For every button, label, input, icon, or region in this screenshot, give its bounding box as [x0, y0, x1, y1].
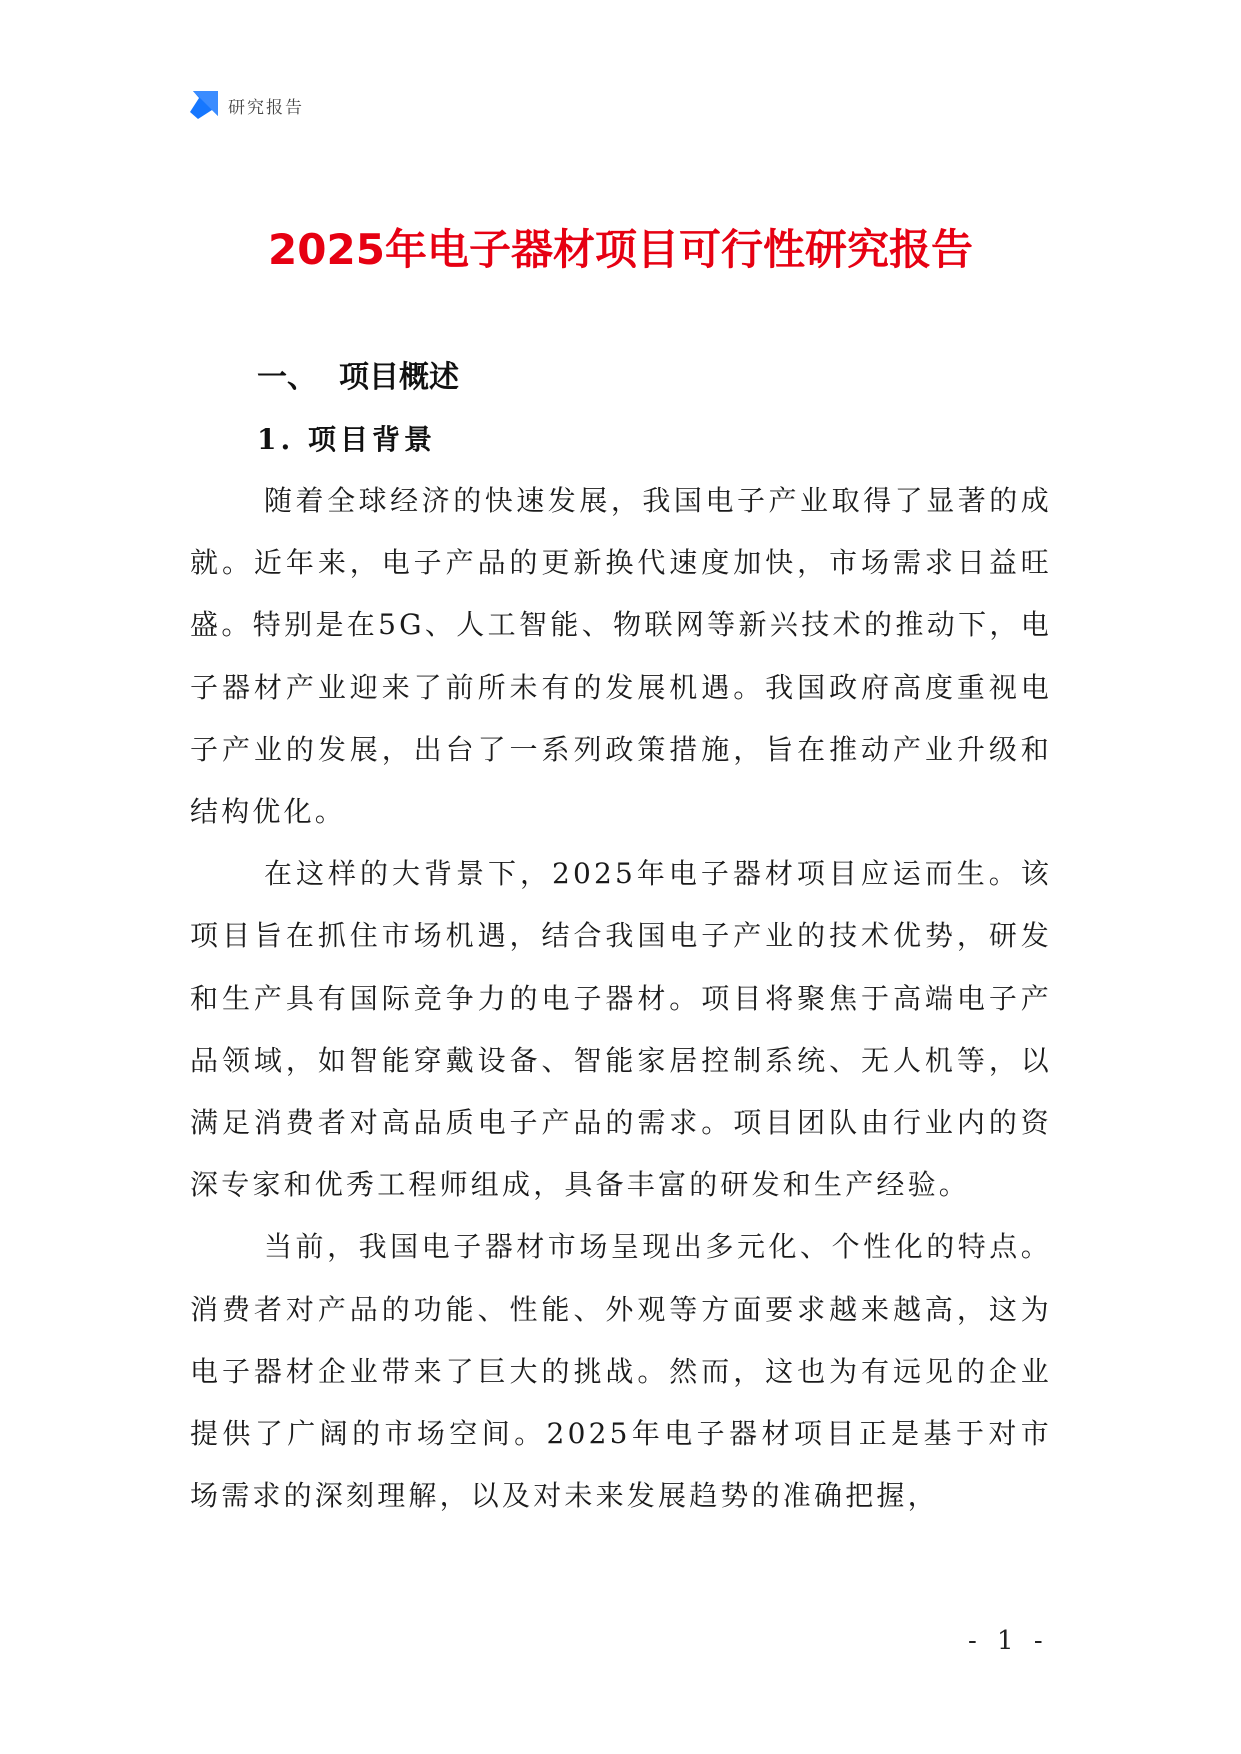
section-number: 一、 [257, 360, 317, 395]
page-number: - 1 - [968, 1626, 1049, 1656]
paragraph: 随着全球经济的快速发展，我国电子产业取得了显著的成就。近年来，电子产品的更新换代速度加快，市场需求日益旺盛。特别是在5G、人工智能、物联网等新兴技术的推动下，电子器材产业迎来了前所未有的发展机遇。我国政府高度重视电子产业的发展，出台了一系列政策措施，旨在推动产业升级和结构优化。 [190, 484, 1052, 829]
arrow-up-right-icon [190, 91, 218, 119]
section-heading [257, 358, 459, 398]
paragraph: 当前，我国电子器材市场呈现出多元化、个性化的特点。消费者对产品的功能、性能、外观等方面要求越来越高，这为电子器材企业带来了巨大的挑战。然而，这也为有远见的企业提供了广阔的市场空间。2025年电子器材项目正是基于对市场需求的深刻理解，以及对未来发展趋势的准确把握， [190, 1230, 1052, 1513]
body-text [190, 470, 1052, 1527]
document-header [190, 91, 304, 119]
subsection-heading: 1. 项目背景 [257, 423, 436, 456]
paragraph: 在这样的大背景下，2025年电子器材项目应运而生。该项目旨在抓住市场机遇，结合我国电子产业的技术优势，研发和生产具有国际竞争力的电子器材。项目将聚焦于高端电子产品领域，如智能穿戴设备、智能家居控制系统、无人机等，以满足消费者对高品质电子产品的需求。项目团队由行业内的资深专家和优秀工程师组成，具备丰富的研发和生产经验。 [190, 857, 1052, 1202]
document-title: 2025年电子器材项目可行性研究报告 [268, 225, 973, 274]
section-title: 项目概述 [339, 360, 459, 395]
header-label: 研究报告 [228, 97, 304, 118]
